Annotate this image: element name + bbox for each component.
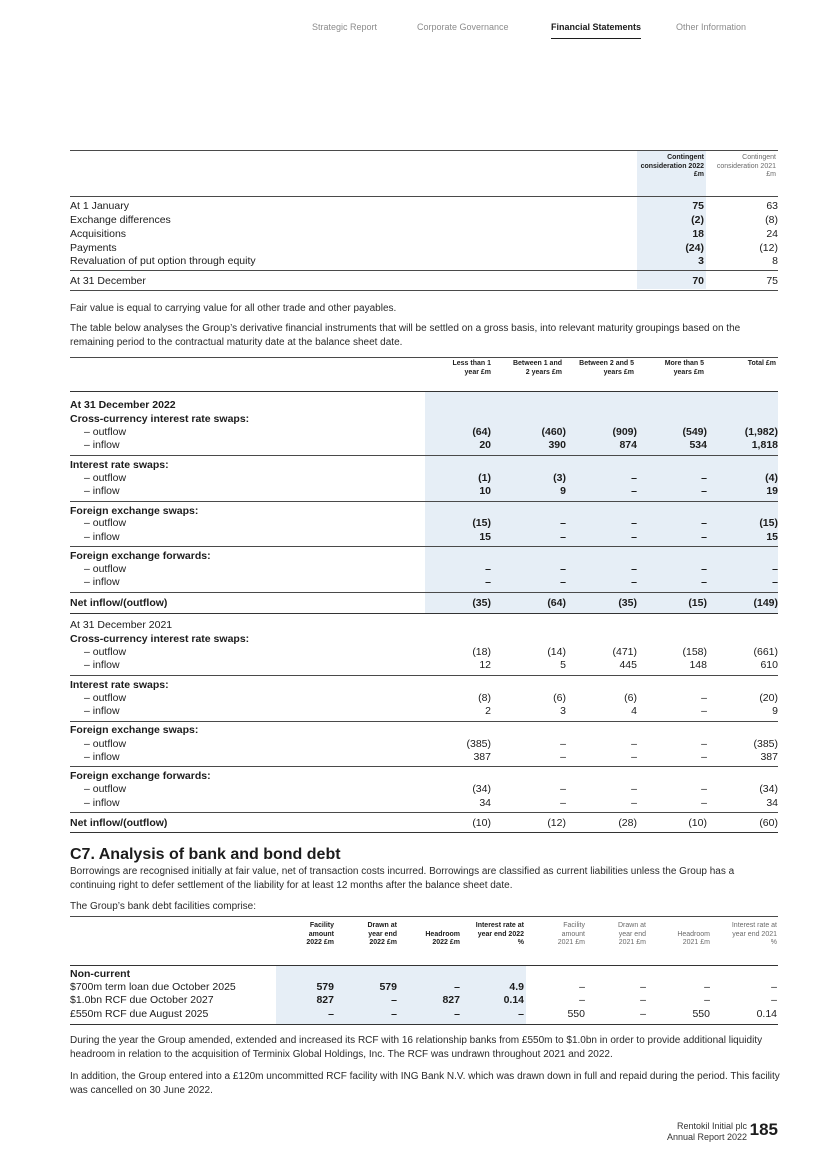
value-more-than-5-years: (158) xyxy=(682,646,707,658)
value-2-5-years: (909) xyxy=(612,426,637,438)
col-header-facility-2022: Facility amount 2022 £m xyxy=(306,922,334,946)
value-1-2-years: (460) xyxy=(541,426,566,438)
table-bottom-rule xyxy=(70,290,778,291)
value-more-than-5-years: 534 xyxy=(689,439,707,451)
value-2-5-years: 4 xyxy=(631,705,637,717)
nav-corporate-governance[interactable]: Corporate Governance xyxy=(417,22,509,32)
value-total: 9 xyxy=(772,705,778,717)
group-rule xyxy=(70,501,778,502)
row-label: Net inflow/(outflow) xyxy=(70,817,168,829)
row-label: Net inflow/(outflow) xyxy=(70,597,168,609)
value-more-than-5-years: 148 xyxy=(689,659,707,671)
value-1-2-years: (3) xyxy=(553,472,566,484)
value-1-2-years: 390 xyxy=(548,439,566,451)
value-headroom-2022: – xyxy=(454,981,460,993)
value-1-2-years: 5 xyxy=(560,659,566,671)
col-header-2022: Contingent consideration 2022 £m xyxy=(640,154,704,178)
value-2021: 63 xyxy=(766,200,778,212)
value-total: 387 xyxy=(760,751,778,763)
value-drawn-2022: 579 xyxy=(379,981,397,993)
value-less-than-1-year: 2 xyxy=(485,705,491,717)
value-1-2-years: – xyxy=(560,517,566,529)
value-2-5-years: (28) xyxy=(618,817,637,829)
value-total: 1,818 xyxy=(751,439,778,451)
value-more-than-5-years: – xyxy=(701,485,707,497)
row-label: – inflow xyxy=(84,531,120,543)
value-total: (4) xyxy=(765,472,778,484)
c7-paragraph-2: The Group’s bank debt facilities comprise: xyxy=(70,901,257,912)
nav-other-information[interactable]: Other Information xyxy=(676,22,747,32)
group-label: Interest rate swaps: xyxy=(70,679,169,691)
value-1-2-years: – xyxy=(560,531,566,543)
value-2022: (24) xyxy=(685,242,704,254)
value-less-than-1-year: 34 xyxy=(479,797,491,809)
row-label: At 1 January xyxy=(70,200,129,212)
row-label: – inflow xyxy=(84,576,120,588)
value-total: 19 xyxy=(766,485,778,497)
value-interest-2021: – xyxy=(771,981,777,993)
value-interest-2021: – xyxy=(771,994,777,1006)
value-facility-2022: – xyxy=(328,1008,334,1020)
value-1-2-years: (6) xyxy=(553,692,566,704)
value-more-than-5-years: (549) xyxy=(682,426,707,438)
section-title-2022: At 31 December 2022 xyxy=(70,399,176,411)
value-1-2-years: – xyxy=(560,563,566,575)
row-label: Revaluation of put option through equity xyxy=(70,255,256,267)
value-total: (60) xyxy=(759,817,778,829)
row-label: At 31 December xyxy=(70,275,146,287)
value-total: – xyxy=(772,576,778,588)
row-label: – inflow xyxy=(84,751,120,763)
group-rule xyxy=(70,546,778,547)
value-more-than-5-years: – xyxy=(701,751,707,763)
value-1-2-years: – xyxy=(560,738,566,750)
value-less-than-1-year: 20 xyxy=(479,439,491,451)
row-label: – outflow xyxy=(84,563,127,575)
value-2-5-years: – xyxy=(631,485,637,497)
row-label: – outflow xyxy=(84,646,127,658)
value-facility-2021: 550 xyxy=(567,1008,585,1020)
col-header-drawn-2022: Drawn at year end 2022 £m xyxy=(367,922,397,946)
value-facility-2022: 579 xyxy=(316,981,334,993)
value-drawn-2021: – xyxy=(640,994,646,1006)
value-2022: (2) xyxy=(691,214,704,226)
value-less-than-1-year: (15) xyxy=(472,517,491,529)
value-more-than-5-years: – xyxy=(701,563,707,575)
value-less-than-1-year: 10 xyxy=(479,485,491,497)
col-header-interest-2021: Interest rate at year end 2021 % xyxy=(731,922,777,946)
col-header-headroom-2021: Headroom 2021 £m xyxy=(677,930,710,946)
col-header-2-5-years: Between 2 and 5 years £m xyxy=(579,360,634,376)
group-rule xyxy=(70,812,778,813)
derivatives-intro-paragraph: The table below analyses the Group’s derivative financial instruments that will be settled on a gross basis, into relevant maturity groupings based on the remaining period to the contractual maturity date at the balance sheet date. xyxy=(70,323,741,348)
value-less-than-1-year: (64) xyxy=(472,426,491,438)
nav-financial-statements[interactable]: Financial Statements xyxy=(551,22,641,39)
row-label: – inflow xyxy=(84,485,120,497)
value-interest-2022: 0.14 xyxy=(503,994,524,1006)
value-drawn-2022: – xyxy=(391,994,397,1006)
value-2022: 70 xyxy=(692,275,704,287)
row-label: – inflow xyxy=(84,659,120,671)
footer-report-name: Annual Report 2022 xyxy=(666,1132,747,1142)
c7-paragraph-1: Borrowings are recognised initially at fair value, net of transaction costs incurred. Borrowings are classified as current liabilities unless the Group has a continuing right to defer settlement of the liability for at least 12 months after the balance sheet date. xyxy=(70,866,735,891)
value-interest-2022: – xyxy=(518,1008,524,1020)
value-total: – xyxy=(772,563,778,575)
value-more-than-5-years: (15) xyxy=(688,597,707,609)
value-drawn-2021: – xyxy=(640,1008,646,1020)
section-heading-c7: C7. Analysis of bank and bond debt xyxy=(70,846,341,863)
group-rule xyxy=(70,592,778,593)
value-less-than-1-year: 387 xyxy=(473,751,491,763)
table-top-rule xyxy=(70,916,778,917)
row-label: £550m RCF due August 2025 xyxy=(70,1008,209,1020)
block-rule xyxy=(70,613,778,614)
group-label: Non-current xyxy=(70,968,131,980)
col-header-facility-2021: Facility amount 2021 £m xyxy=(557,922,585,946)
value-more-than-5-years: – xyxy=(701,472,707,484)
col-header-more-than-5-years: More than 5 years £m xyxy=(664,360,704,376)
value-2-5-years: – xyxy=(631,472,637,484)
value-total: (20) xyxy=(759,692,778,704)
value-more-than-5-years: – xyxy=(701,783,707,795)
value-total: 34 xyxy=(766,797,778,809)
value-2022: 75 xyxy=(692,200,704,212)
value-more-than-5-years: – xyxy=(701,531,707,543)
value-2-5-years: (471) xyxy=(612,646,637,658)
table-top-rule xyxy=(70,357,778,358)
row-label: – outflow xyxy=(84,783,127,795)
value-headroom-2021: – xyxy=(704,994,710,1006)
col-header-2021: Contingent consideration 2021 £m xyxy=(716,154,776,178)
row-label: Payments xyxy=(70,242,117,254)
value-less-than-1-year: – xyxy=(485,563,491,575)
value-total: (1,982) xyxy=(744,426,778,438)
value-2021: 8 xyxy=(772,255,778,267)
value-2021: (12) xyxy=(759,242,778,254)
value-facility-2021: – xyxy=(579,994,585,1006)
footer-company-block xyxy=(667,1121,747,1143)
row-label: $1.0bn RCF due October 2027 xyxy=(70,994,214,1006)
value-1-2-years: – xyxy=(560,783,566,795)
value-2-5-years: 874 xyxy=(619,439,637,451)
value-total: (149) xyxy=(753,597,778,609)
value-total: (15) xyxy=(759,517,778,529)
row-label: Acquisitions xyxy=(70,228,127,240)
row-label: – outflow xyxy=(84,517,127,529)
value-2-5-years: (35) xyxy=(618,597,637,609)
group-label: Foreign exchange swaps: xyxy=(70,724,199,736)
header-rule xyxy=(70,196,778,197)
row-label: Exchange differences xyxy=(70,214,171,226)
value-headroom-2022: – xyxy=(454,1008,460,1020)
group-rule xyxy=(70,721,778,722)
value-interest-2022: 4.9 xyxy=(509,981,524,993)
footer-company-name: Rentokil Initial plc xyxy=(676,1121,747,1131)
value-headroom-2021: 550 xyxy=(692,1008,710,1020)
value-facility-2021: – xyxy=(579,981,585,993)
value-2-5-years: – xyxy=(631,738,637,750)
col-header-drawn-2021: Drawn at year end 2021 £m xyxy=(617,922,646,946)
value-2021: 75 xyxy=(766,275,778,287)
value-1-2-years: – xyxy=(560,751,566,763)
value-1-2-years: 9 xyxy=(560,485,566,497)
value-more-than-5-years: – xyxy=(701,576,707,588)
value-less-than-1-year: (385) xyxy=(466,738,491,750)
value-less-than-1-year: 15 xyxy=(479,531,491,543)
value-2-5-years: – xyxy=(631,797,637,809)
col-header-less-than-1-year: Less than 1 year £m xyxy=(452,360,491,376)
value-2-5-years: – xyxy=(631,576,637,588)
value-1-2-years: (14) xyxy=(547,646,566,658)
nav-strategic-report[interactable]: Strategic Report xyxy=(312,22,378,32)
row-label: – outflow xyxy=(84,472,127,484)
value-2-5-years: (6) xyxy=(624,692,637,704)
value-less-than-1-year: (10) xyxy=(472,817,491,829)
group-label: Interest rate swaps: xyxy=(70,459,169,471)
value-headroom-2022: 827 xyxy=(442,994,460,1006)
value-drawn-2022: – xyxy=(391,1008,397,1020)
value-more-than-5-years: (10) xyxy=(688,817,707,829)
group-label: Foreign exchange forwards: xyxy=(70,770,211,782)
value-total: (385) xyxy=(753,738,778,750)
value-total: (661) xyxy=(753,646,778,658)
value-headroom-2021: – xyxy=(704,981,710,993)
header-rule xyxy=(70,965,778,966)
group-label: Cross-currency interest rate swaps: xyxy=(70,413,250,425)
row-label: – inflow xyxy=(84,439,120,451)
value-1-2-years: 3 xyxy=(560,705,566,717)
table-bottom-rule xyxy=(70,1024,778,1025)
value-2-5-years: 445 xyxy=(619,659,637,671)
value-interest-2021: 0.14 xyxy=(756,1008,777,1020)
value-2-5-years: – xyxy=(631,531,637,543)
row-label: – outflow xyxy=(84,738,127,750)
row-label: – outflow xyxy=(84,692,127,704)
group-label: Foreign exchange forwards: xyxy=(70,550,211,562)
value-drawn-2021: – xyxy=(640,981,646,993)
col-header-1-2-years: Between 1 and 2 years £m xyxy=(512,360,562,376)
fair-value-paragraph: Fair value is equal to carrying value for all other trade and other payables. xyxy=(70,303,397,314)
value-less-than-1-year: (8) xyxy=(478,692,491,704)
value-total: 15 xyxy=(766,531,778,543)
group-rule xyxy=(70,766,778,767)
value-less-than-1-year: (35) xyxy=(472,597,491,609)
value-2-5-years: – xyxy=(631,751,637,763)
group-rule xyxy=(70,675,778,676)
value-total: 610 xyxy=(760,659,778,671)
c7-paragraph-4: In addition, the Group entered into a £120m uncommitted RCF facility with ING Bank N.V. which was drawn down in full and repaid during the period. This facility was cancelled on 30 June 2022. xyxy=(70,1071,780,1096)
value-less-than-1-year: (1) xyxy=(478,472,491,484)
col-header-total: Total £m xyxy=(747,360,776,367)
total-rule xyxy=(70,270,778,271)
value-more-than-5-years: – xyxy=(701,692,707,704)
value-2-5-years: – xyxy=(631,783,637,795)
section-title-2021: At 31 December 2021 xyxy=(70,619,173,631)
value-1-2-years: (12) xyxy=(547,817,566,829)
value-less-than-1-year: (34) xyxy=(472,783,491,795)
value-more-than-5-years: – xyxy=(701,705,707,717)
value-more-than-5-years: – xyxy=(701,517,707,529)
value-2021: (8) xyxy=(765,214,778,226)
group-label: Cross-currency interest rate swaps: xyxy=(70,633,250,645)
value-2022: 18 xyxy=(692,228,704,240)
value-2-5-years: – xyxy=(631,563,637,575)
row-label: – inflow xyxy=(84,797,120,809)
col-header-interest-2022: Interest rate at year end 2022 % xyxy=(475,922,524,946)
value-2-5-years: – xyxy=(631,517,637,529)
row-label: – outflow xyxy=(84,426,127,438)
value-more-than-5-years: – xyxy=(701,738,707,750)
value-1-2-years: (64) xyxy=(547,597,566,609)
value-facility-2022: 827 xyxy=(316,994,334,1006)
c7-paragraph-3: During the year the Group amended, extended and increased its RCF with 16 relationship banks from £550m to $1.0bn in order to provide additional liquidity headroom in relation to the acquisition of Terminix Global Holdings, Inc. The RCF was undrawn throughout 2021 and 2022. xyxy=(70,1035,763,1060)
value-less-than-1-year: (18) xyxy=(472,646,491,658)
value-1-2-years: – xyxy=(560,797,566,809)
row-label: – inflow xyxy=(84,705,120,717)
page-number: 185 xyxy=(749,1120,778,1139)
row-label: $700m term loan due October 2025 xyxy=(70,981,236,993)
value-less-than-1-year: – xyxy=(485,576,491,588)
header-rule xyxy=(70,391,778,392)
table-top-rule xyxy=(70,150,778,151)
col-header-headroom-2022: Headroom 2022 £m xyxy=(425,930,460,946)
table-bottom-rule xyxy=(70,832,778,833)
value-total: (34) xyxy=(759,783,778,795)
value-less-than-1-year: 12 xyxy=(479,659,491,671)
group-rule xyxy=(70,455,778,456)
group-label: Foreign exchange swaps: xyxy=(70,505,199,517)
value-2021: 24 xyxy=(766,228,778,240)
value-2022: 3 xyxy=(698,255,704,267)
value-1-2-years: – xyxy=(560,576,566,588)
value-more-than-5-years: – xyxy=(701,797,707,809)
